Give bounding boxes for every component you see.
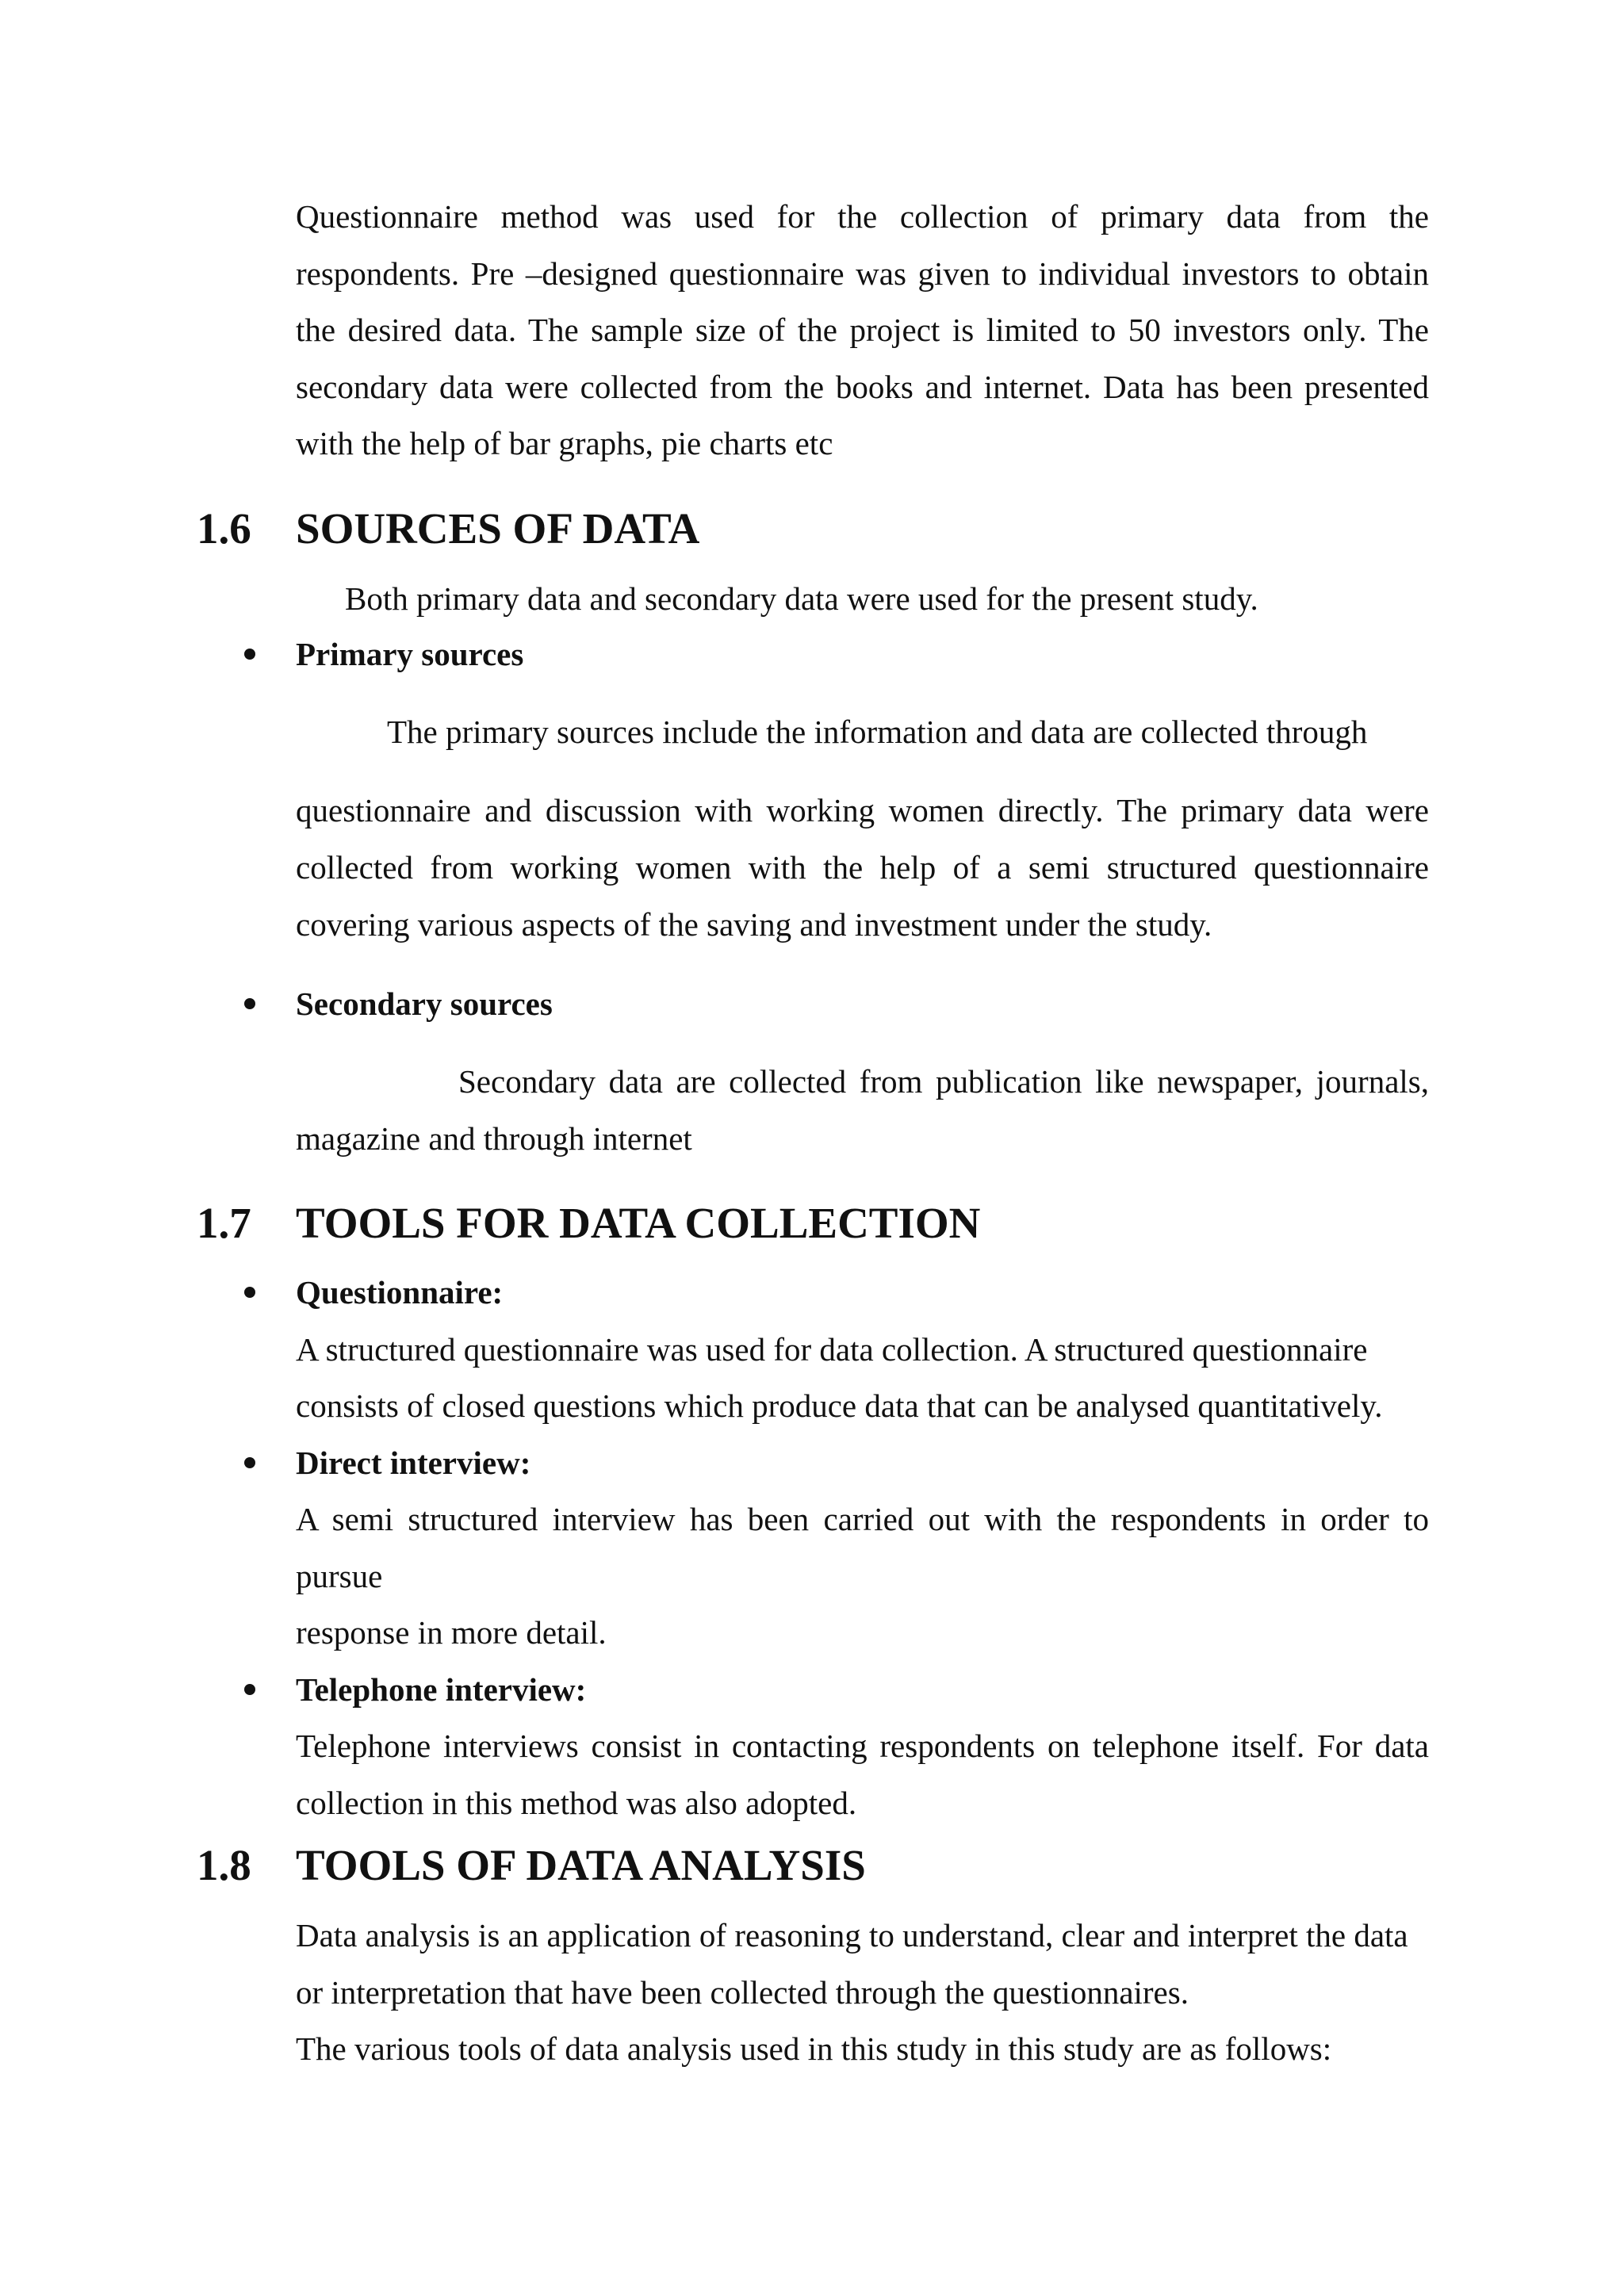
bullet-icon bbox=[244, 998, 255, 1009]
section-1-7-number: 1.7 bbox=[197, 1199, 251, 1247]
primary-sources-line-2: questionnaire and discussion with working women directly. The primary data were bbox=[296, 792, 1429, 828]
telephone-interview-line-1: Telephone interviews consist in contacting respondents on telephone itself. For data bbox=[296, 1728, 1429, 1764]
intro-line-5: with the help of bar graphs, pie charts etc bbox=[296, 425, 833, 461]
primary-sources-label: Primary sources bbox=[296, 636, 524, 672]
telephone-interview-line-2: collection in this method was also adopted. bbox=[296, 1785, 857, 1821]
section-1-8-line-1: Data analysis is an application of reasoning to understand, clear and interpret the data bbox=[296, 1917, 1408, 1954]
primary-sources-line-3: collected from working women with the help of a semi structured questionnaire bbox=[296, 849, 1429, 886]
section-1-8-number: 1.8 bbox=[197, 1841, 251, 1889]
bullet-icon bbox=[244, 1684, 255, 1695]
questionnaire-line-1: A structured questionnaire was used for data collection. A structured questionnaire bbox=[296, 1331, 1368, 1368]
bullet-icon bbox=[244, 649, 255, 660]
direct-interview-line-3: response in more detail. bbox=[296, 1614, 607, 1651]
bullet-icon bbox=[244, 1457, 255, 1468]
bullet-icon bbox=[244, 1287, 255, 1298]
direct-interview-label: Direct interview: bbox=[296, 1445, 531, 1481]
questionnaire-label: Questionnaire: bbox=[296, 1274, 504, 1311]
section-1-8-line-2: or interpretation that have been collected through the questionnaires. bbox=[296, 1974, 1189, 2011]
intro-line-3: the desired data. The sample size of the project is limited to 50 investors only. The bbox=[296, 312, 1429, 348]
secondary-sources-line-2: magazine and through internet bbox=[296, 1120, 692, 1157]
secondary-sources-line-1: Secondary data are collected from publication like newspaper, journals, bbox=[458, 1063, 1429, 1100]
intro-line-2: respondents. Pre –designed questionnaire was given to individual investors to obtain bbox=[296, 255, 1429, 292]
section-1-6-title: SOURCES OF DATA bbox=[296, 504, 700, 553]
primary-sources-line-1: The primary sources include the information and data are collected through bbox=[387, 714, 1368, 750]
direct-interview-line-2: pursue bbox=[296, 1558, 383, 1594]
direct-interview-line-1: A semi structured interview has been carried out with the respondents in order to bbox=[296, 1501, 1429, 1537]
intro-line-4: secondary data were collected from the books and internet. Data has been presented bbox=[296, 369, 1429, 405]
section-1-8-line-3: The various tools of data analysis used in this study in this study are as follows: bbox=[296, 2030, 1332, 2067]
questionnaire-line-2: consists of closed questions which produce data that can be analysed quantitatively. bbox=[296, 1387, 1383, 1424]
intro-line-1: Questionnaire method was used for the collection of primary data from the bbox=[296, 198, 1429, 235]
telephone-interview-label: Telephone interview: bbox=[296, 1671, 587, 1708]
secondary-sources-label: Secondary sources bbox=[296, 985, 553, 1022]
primary-sources-line-4: covering various aspects of the saving and investment under the study. bbox=[296, 906, 1212, 943]
section-1-6-intro: Both primary data and secondary data were used for the present study. bbox=[345, 580, 1258, 617]
section-1-7-title: TOOLS FOR DATA COLLECTION bbox=[296, 1199, 981, 1247]
section-1-6-number: 1.6 bbox=[197, 504, 251, 553]
section-1-8-title: TOOLS OF DATA ANALYSIS bbox=[296, 1841, 866, 1889]
